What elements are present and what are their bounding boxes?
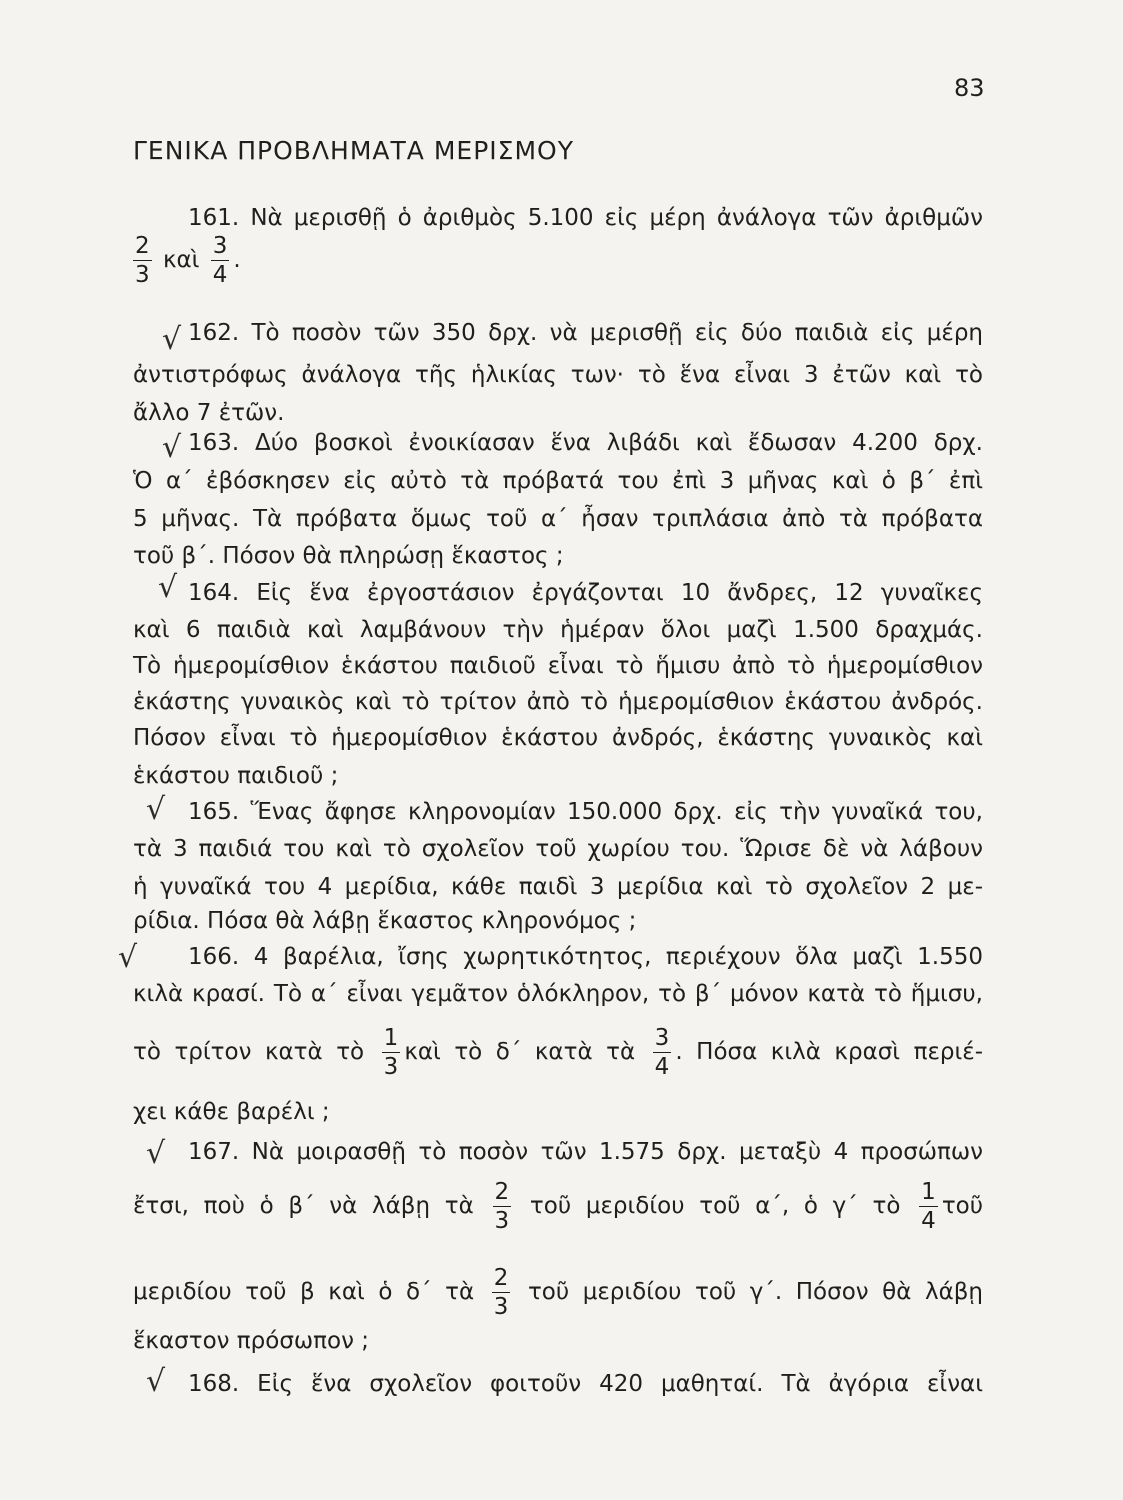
problem-163-line-2: Ὁ α΄ ἐβόσκησεν εἰς αὐτὸ τὰ πρόβατά του ἐπὶ 3 μῆνας καὶ ὁ β΄ ἐπὶ: [133, 468, 983, 494]
problem-164-line-3: Τὸ ἡμερομίσθιον ἑκάστου παιδιοῦ εἶναι τὸ ἥμισυ ἀπὸ τὸ ἡμερομίσθιον: [133, 653, 983, 679]
problem-165-line-2: τὰ 3 παιδιά του καὶ τὸ σχολεῖον τοῦ χωρίου του. Ὥρισε δὲ νὰ λάβουν: [133, 836, 983, 862]
problem-165-line-3: ἡ γυναῖκά του 4 μερίδια, κάθε παιδὶ 3 μερίδια καὶ τὸ σχολεῖον 2 με-: [133, 874, 983, 900]
fraction-3-4: $\frac{3}{4}$: [654, 1025, 670, 1081]
problem-164-line-2: καὶ 6 παιδιὰ καὶ λαμβάνουν τὴν ἡμέραν ὅλοι μαζὶ 1.500 δραχμάς.: [133, 617, 983, 643]
text-segment: καὶ τὸ δ΄ κατὰ τὰ: [404, 1039, 636, 1066]
problem-167-line-2: [133, 1180, 983, 1233]
problem-168-line-1: 168. Εἰς ἕνα σχολεῖον φοιτοῦν 420 μαθηταί. Τὰ ἀγόρια εἶναι: [188, 1371, 983, 1397]
check-mark: √: [158, 570, 178, 605]
problem-167-line-4: ἕκαστον πρόσωπον ;: [133, 1328, 369, 1354]
problem-163-line-4: τοῦ β΄. Πόσον θὰ πληρώσῃ ἕκαστος ;: [133, 543, 564, 569]
text-segment: . Πόσα κιλὰ κρασὶ περιέ-: [675, 1039, 984, 1066]
text-segment: τοῦ: [941, 1193, 984, 1220]
fraction-1-4: $\frac{1}{4}$: [921, 1179, 936, 1235]
page-number: 83: [954, 74, 985, 102]
check-mark: √: [162, 430, 182, 465]
problem-164-line-5: Πόσον εἶναι τὸ ἡμερομίσθιον ἑκάστου ἀνδρός, ἑκάστης γυναικὸς καὶ: [133, 725, 983, 751]
problem-162-line-2: ἀντιστρόφως ἀνάλογα τῆς ἡλικίας των· τὸ ἕνα εἶναι 3 ἐτῶν καὶ τὸ: [133, 362, 983, 388]
text-segment: τοῦ μεριδίου τοῦ α΄, ὁ γ΄ τὸ: [529, 1193, 901, 1220]
text-segment: μεριδίου τοῦ β καὶ ὁ δ΄ τὰ: [133, 1279, 475, 1306]
text-segment: τὸ τρίτον κατὰ τὸ: [133, 1039, 365, 1066]
fraction-2-3: $\frac{2}{3}$: [493, 1265, 509, 1321]
fraction-2-3: $\frac{2}{3}$: [135, 233, 150, 289]
problem-161-line-2: [133, 234, 983, 287]
fraction-3-4: $\frac{3}{4}$: [212, 233, 228, 289]
problem-165-line-4: ρίδια. Πόσα θὰ λάβῃ ἕκαστος κληρονόμος ;: [133, 908, 637, 934]
problem-167-line-3: [133, 1266, 983, 1319]
text-segment: ἔτσι, ποὺ ὁ β΄ νὰ λάβῃ τὰ: [133, 1193, 474, 1220]
text-segment: τοῦ μεριδίου τοῦ γ΄. Πόσον θὰ λάβῃ: [527, 1279, 984, 1306]
problem-164-line-1: 164. Εἰς ἕνα ἐργοστάσιον ἐργάζονται 10 ἄνδρες, 12 γυναῖκες: [188, 580, 983, 606]
problem-167-line-1: 167. Νὰ μοιρασθῇ τὸ ποσὸν τῶν 1.575 δρχ. μεταξὺ 4 προσώπων: [188, 1139, 983, 1165]
problem-162-line-3: ἄλλο 7 ἐτῶν.: [133, 400, 285, 426]
check-mark: √: [146, 792, 166, 827]
problem-164-line-6: ἑκάστου παιδιοῦ ;: [133, 763, 339, 789]
problem-166-line-1: 166. 4 βαρέλια, ἴσης χωρητικότητος, περιέχουν ὅλα μαζὶ 1.550: [188, 944, 983, 970]
section-title: ΓΕΝΙΚΑ ΠΡΟΒΛΗΜΑΤΑ ΜΕΡΙΣΜΟΥ: [133, 136, 574, 165]
problem-162-line-1: 162. Τὸ ποσὸν τῶν 350 δρχ. νὰ μερισθῇ εἰς δύο παιδιὰ εἰς μέρη: [188, 320, 983, 346]
problem-161-line-1: 161. Νὰ μερισθῇ ὁ ἀριθμὸς 5.100 εἰς μέρη ἀνάλογα τῶν ἀριθμῶν: [188, 205, 983, 231]
problem-166-line-2: κιλὰ κρασί. Τὸ α΄ εἶναι γεμᾶτον ὁλόκληρον, τὸ β΄ μόνον κατὰ τὸ ἥμισυ,: [133, 981, 983, 1007]
problem-165-line-1: 165. Ἕνας ἄφησε κληρονομίαν 150.000 δρχ. εἰς τὴν γυναῖκά του,: [188, 799, 983, 825]
problem-166-line-4: χει κάθε βαρέλι ;: [133, 1099, 330, 1125]
period: .: [233, 247, 241, 274]
check-mark: √: [118, 940, 138, 975]
problem-166-line-3: [133, 1026, 983, 1079]
check-mark: √: [146, 1136, 166, 1171]
text-kai: καὶ: [162, 247, 200, 274]
fraction-2-3: $\frac{2}{3}$: [494, 1179, 510, 1235]
problem-164-line-4: ἑκάστης γυναικὸς καὶ τὸ τρίτον ἀπὸ τὸ ἡμερομίσθιον ἑκάστου ἀνδρός.: [133, 689, 983, 715]
problem-163-line-3: 5 μῆνας. Τὰ πρόβατα ὅμως τοῦ α΄ ἦσαν τριπλάσια ἀπὸ τὰ πρόβατα: [133, 506, 983, 532]
check-mark: √: [146, 1364, 166, 1399]
check-mark: √: [162, 322, 182, 357]
problem-163-line-1: 163. Δύο βοσκοὶ ἐνοικίασαν ἕνα λιβάδι καὶ ἔδωσαν 4.200 δρχ.: [188, 430, 983, 456]
fraction-1-3: $\frac{1}{3}$: [383, 1025, 399, 1081]
